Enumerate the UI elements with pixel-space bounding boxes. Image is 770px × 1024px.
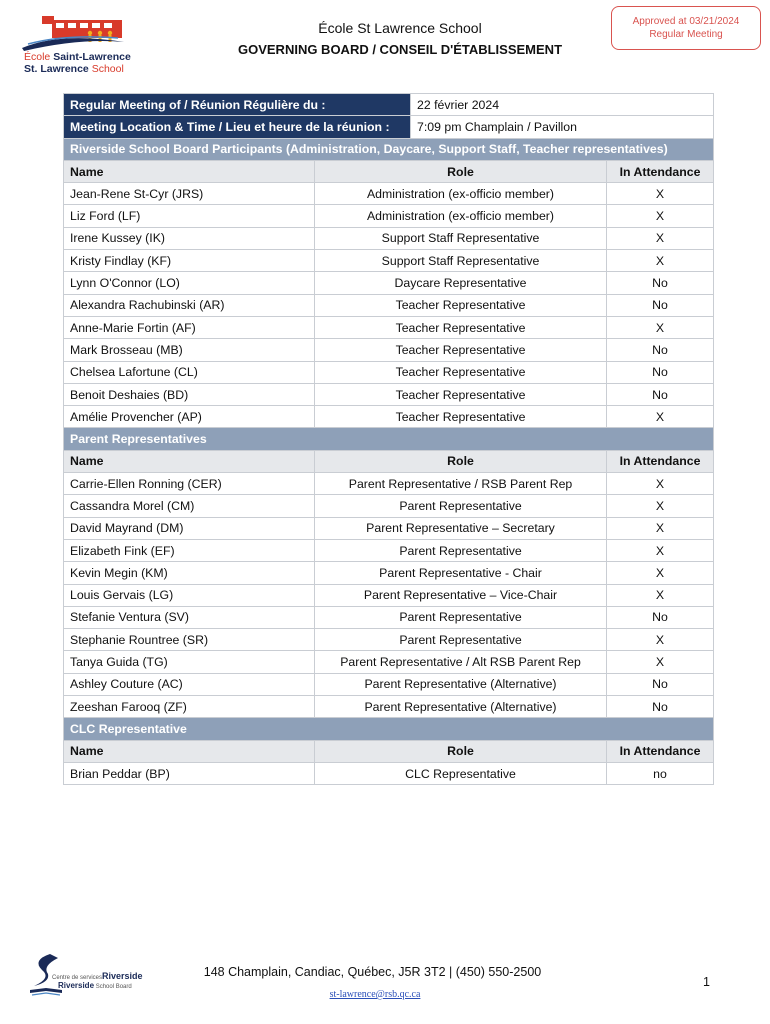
member-role-cell: Teacher Representative (315, 361, 607, 383)
logo-text-line2: St. Lawrence School (24, 63, 124, 75)
table-row (64, 584, 714, 606)
member-attendance-cell: X (607, 584, 714, 606)
section-title: Parent Representatives (64, 428, 714, 450)
member-attendance-cell: X (607, 651, 714, 673)
member-name-cell: Irene Kussey (IK) (64, 227, 315, 249)
column-header-name: Name (64, 450, 315, 472)
member-attendance-cell: X (607, 227, 714, 249)
member-role-cell: Administration (ex-officio member) (315, 205, 607, 227)
member-role-cell: Parent Representative (315, 606, 607, 628)
table-row (64, 183, 714, 205)
footer-address: 148 Champlain, Candiac, Québec, J5R 3T2 | (450) 550-2500 (203, 965, 542, 979)
member-attendance-cell: No (607, 272, 714, 294)
member-attendance-cell: X (607, 629, 714, 651)
table-row (64, 383, 714, 405)
member-name-cell: Zeeshan Farooq (ZF) (64, 696, 315, 718)
table-row (64, 250, 714, 272)
meeting-location-value: 7:09 pm Champlain / Pavillon (411, 116, 714, 138)
member-attendance-cell: No (607, 339, 714, 361)
member-attendance-cell: X (607, 539, 714, 561)
meeting-date-row (64, 94, 714, 116)
member-name-cell: Ashley Couture (AC) (64, 673, 315, 695)
table-row (64, 673, 714, 695)
member-role-cell: Parent Representative / Alt RSB Parent Rep (315, 651, 607, 673)
member-name-cell: Alexandra Rachubinski (AR) (64, 294, 315, 316)
member-role-cell: Teacher Representative (315, 383, 607, 405)
member-attendance-cell: No (607, 696, 714, 718)
meeting-location-label: Meeting Location & Time / Lieu et heure de la réunion : (64, 116, 411, 138)
column-header-role: Role (315, 450, 607, 472)
column-header-row (64, 740, 714, 762)
column-header-attendance: In Attendance (607, 450, 714, 472)
member-name-cell: Cassandra Morel (CM) (64, 495, 315, 517)
section-title: Riverside School Board Participants (Administration, Daycare, Support Staff, Teacher representatives) (64, 138, 714, 160)
member-name-cell: Benoit Deshaies (BD) (64, 383, 315, 405)
member-role-cell: Parent Representative / RSB Parent Rep (315, 473, 607, 495)
table-row (64, 473, 714, 495)
stamp-line-approved: Approved at 03/21/2024 (632, 16, 740, 27)
member-attendance-cell: X (607, 473, 714, 495)
riverside-logo-line1: Centre de servicesRiverside (52, 971, 143, 981)
member-role-cell: Parent Representative (315, 495, 607, 517)
member-name-cell: Amélie Provencher (AP) (64, 406, 315, 428)
table-row (64, 517, 714, 539)
member-attendance-cell: No (607, 361, 714, 383)
school-logo (20, 14, 155, 78)
member-name-cell: Tanya Guida (TG) (64, 651, 315, 673)
member-attendance-cell: X (607, 205, 714, 227)
member-role-cell: Support Staff Representative (315, 250, 607, 272)
board-title: GOVERNING BOARD / CONSEIL D'ÉTABLISSEMENT (237, 42, 563, 57)
member-name-cell: Anne-Marie Fortin (AF) (64, 316, 315, 338)
member-role-cell: Parent Representative - Chair (315, 562, 607, 584)
member-attendance-cell: X (607, 495, 714, 517)
member-attendance-cell: X (607, 250, 714, 272)
member-attendance-cell: No (607, 383, 714, 405)
member-attendance-cell: No (607, 606, 714, 628)
attendance-table (63, 93, 714, 785)
table-row (64, 651, 714, 673)
member-name-cell: Elizabeth Fink (EF) (64, 539, 315, 561)
member-name-cell: Mark Brosseau (MB) (64, 339, 315, 361)
member-name-cell: Brian Peddar (BP) (64, 762, 315, 784)
meeting-date-value: 22 février 2024 (411, 94, 714, 116)
member-role-cell: Parent Representative (Alternative) (315, 673, 607, 695)
member-role-cell: Parent Representative (315, 539, 607, 561)
section-title: CLC Representative (64, 718, 714, 740)
member-role-cell: Support Staff Representative (315, 227, 607, 249)
table-row (64, 227, 714, 249)
member-role-cell: Parent Representative – Vice-Chair (315, 584, 607, 606)
member-role-cell: Parent Representative (315, 629, 607, 651)
column-header-role: Role (315, 160, 607, 182)
column-header-attendance: In Attendance (607, 740, 714, 762)
column-header-row (64, 160, 714, 182)
member-role-cell: Teacher Representative (315, 316, 607, 338)
approval-stamp (611, 6, 761, 50)
member-attendance-cell: No (607, 294, 714, 316)
section-title-row (64, 138, 714, 160)
member-role-cell: Administration (ex-officio member) (315, 183, 607, 205)
table-row (64, 339, 714, 361)
footer-email-link[interactable]: st-lawrence@rsb.qc.ca (329, 989, 421, 1000)
column-header-name: Name (64, 740, 315, 762)
member-name-cell: Kristy Findlay (KF) (64, 250, 315, 272)
table-row (64, 205, 714, 227)
member-name-cell: Carrie-Ellen Ronning (CER) (64, 473, 315, 495)
table-row (64, 562, 714, 584)
table-row (64, 361, 714, 383)
member-attendance-cell: X (607, 517, 714, 539)
section-title-row (64, 718, 714, 740)
column-header-row (64, 450, 714, 472)
table-row (64, 606, 714, 628)
logo-text-line1: École Saint-Lawrence (24, 51, 131, 63)
column-header-attendance: In Attendance (607, 160, 714, 182)
member-attendance-cell: no (607, 762, 714, 784)
member-name-cell: Chelsea Lafortune (CL) (64, 361, 315, 383)
member-name-cell: Stefanie Ventura (SV) (64, 606, 315, 628)
table-row (64, 316, 714, 338)
member-role-cell: Daycare Representative (315, 272, 607, 294)
member-role-cell: Parent Representative (Alternative) (315, 696, 607, 718)
school-building-icon (20, 14, 150, 52)
member-attendance-cell: X (607, 183, 714, 205)
member-name-cell: Lynn O'Connor (LO) (64, 272, 315, 294)
meeting-date-label: Regular Meeting of / Réunion Régulière du : (64, 94, 411, 116)
table-row (64, 539, 714, 561)
member-name-cell: Kevin Megin (KM) (64, 562, 315, 584)
member-name-cell: Louis Gervais (LG) (64, 584, 315, 606)
column-header-role: Role (315, 740, 607, 762)
table-row (64, 294, 714, 316)
member-name-cell: Liz Ford (LF) (64, 205, 315, 227)
member-name-cell: Stephanie Rountree (SR) (64, 629, 315, 651)
table-row (64, 495, 714, 517)
table-row (64, 696, 714, 718)
meeting-location-row (64, 116, 714, 138)
member-role-cell: Teacher Representative (315, 294, 607, 316)
riverside-logo-line2: Riverside School Board (58, 981, 132, 990)
section-title-row (64, 428, 714, 450)
stamp-line-meeting: Regular Meeting (649, 29, 723, 40)
member-attendance-cell: X (607, 406, 714, 428)
column-header-name: Name (64, 160, 315, 182)
member-role-cell: Teacher Representative (315, 339, 607, 361)
member-attendance-cell: X (607, 316, 714, 338)
member-attendance-cell: No (607, 673, 714, 695)
member-attendance-cell: X (607, 562, 714, 584)
member-name-cell: David Mayrand (DM) (64, 517, 315, 539)
member-role-cell: Teacher Representative (315, 406, 607, 428)
member-name-cell: Jean-Rene St-Cyr (JRS) (64, 183, 315, 205)
table-row (64, 406, 714, 428)
table-row (64, 272, 714, 294)
riverside-logo (28, 952, 143, 1002)
school-title: École St Lawrence School (318, 20, 482, 36)
table-row (64, 762, 714, 784)
member-role-cell: CLC Representative (315, 762, 607, 784)
table-row (64, 629, 714, 651)
member-role-cell: Parent Representative – Secretary (315, 517, 607, 539)
page-number: 1 (703, 975, 710, 989)
